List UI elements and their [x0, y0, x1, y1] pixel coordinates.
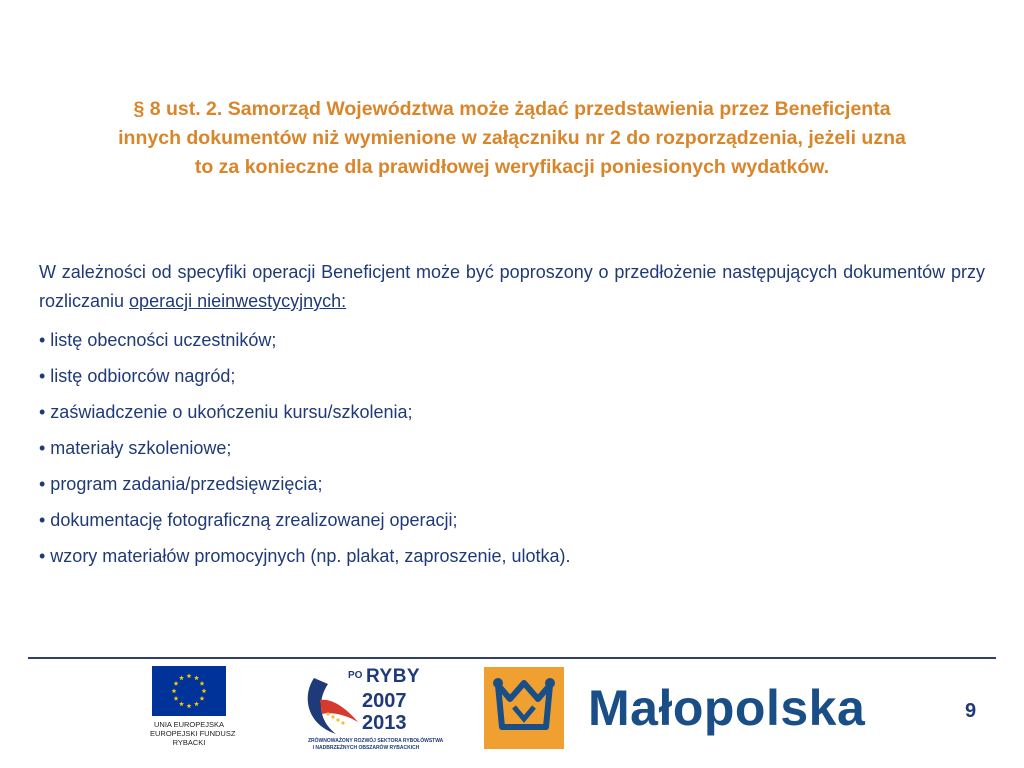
footer	[0, 660, 1024, 768]
poryby-tagline	[308, 738, 444, 752]
intro-paragraph	[39, 258, 985, 316]
eu-flag-icon	[152, 666, 226, 716]
eu-logo	[150, 666, 236, 747]
heading-line-2: innych dokumentów niż wymienione w załączniku nr 2 do rozporządzenia, jeżeli uzna	[118, 127, 906, 149]
footer-divider	[28, 657, 996, 659]
po-label: PO	[348, 670, 363, 681]
document-list	[39, 322, 985, 574]
eu-line-3: RYBACKI	[172, 738, 206, 747]
slide-heading	[40, 95, 984, 182]
intro-underlined-text: operacji nieinwestycyjnych:	[129, 291, 347, 311]
list-item: • dokumentację fotograficzną zrealizowanej operacji;	[39, 510, 458, 530]
list-item: • program zadania/przedsięwzięcia;	[39, 474, 323, 494]
eu-logo-text	[150, 720, 236, 747]
eu-line-1: UNIA EUROPEJSKA	[153, 720, 225, 729]
list-item: • zaświadczenie o ukończeniu kursu/szkolenia;	[39, 402, 413, 422]
heading-line-1: § 8 ust. 2. Samorząd Województwa może żądać przedstawienia przez Beneficjenta	[133, 98, 891, 120]
page-number: 9	[965, 700, 977, 722]
poryby-tagline-line-1: ZRÓWNOWAŻONY ROZWÓJ SEKTORA RYBOŁÓWSTWA	[308, 738, 444, 744]
fish-wave-icon	[306, 674, 362, 736]
list-item: • materiały szkoleniowe;	[39, 438, 232, 458]
slide-body	[39, 258, 985, 574]
year-start: 2007	[362, 690, 407, 712]
poryby-logo	[306, 664, 444, 760]
poryby-tagline-line-2: I NADBRZEŻNYCH OBSZARÓW RYBACKICH	[312, 745, 420, 751]
list-item: • listę obecności uczestników;	[39, 330, 277, 350]
malopolska-crown-icon	[484, 667, 564, 749]
eu-line-2: EUROPEJSKI FUNDUSZ	[150, 729, 236, 738]
list-item: • wzory materiałów promocyjnych (np. plakat, zaproszenie, ulotka).	[39, 546, 571, 566]
malopolska-name: Małopolska	[588, 680, 866, 736]
list-item: • listę odbiorców nagród;	[39, 366, 236, 386]
heading-line-3: to za konieczne dla prawidłowej weryfikacji poniesionych wydatków.	[194, 156, 830, 178]
malopolska-logo	[484, 667, 874, 749]
intro-text: W zależności od specyfiki operacji Beneficjent może być poproszony o przedłożenie następujących dokumentów przy rozliczaniu	[39, 262, 985, 311]
year-end: 2013	[362, 712, 407, 734]
ryby-label: RYBY	[366, 666, 421, 687]
